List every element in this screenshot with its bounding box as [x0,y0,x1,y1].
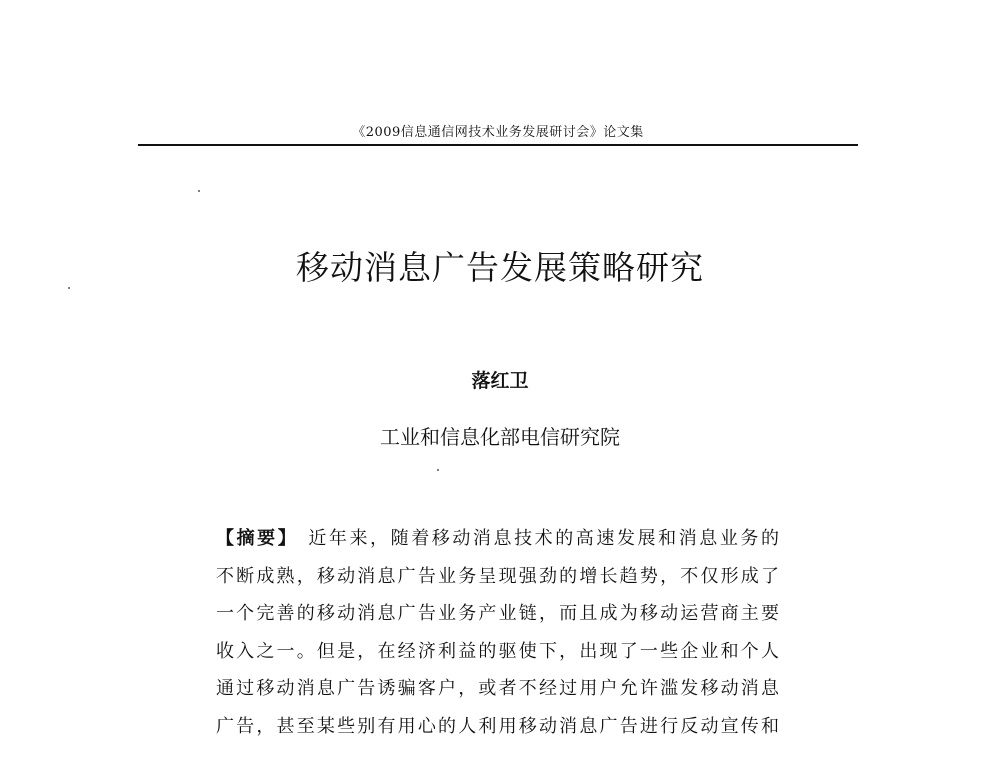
abstract-block [216,520,779,745]
header-rule [138,144,858,146]
abstract-line: 通过移动消息广告诱骗客户，或者不经过用户允许滥发移动消息 [216,678,779,699]
abstract-line: 收入之一。但是，在经济利益的驱使下，出现了一些企业和个人 [216,640,779,662]
abstract-label: 【摘要】 [216,528,299,549]
abstract-line: 不断成熟，移动消息广告业务呈现强劲的增长趋势，不仅形成了 [216,565,779,587]
author-name: 落红卫 [471,370,529,392]
paper-title: 移动消息广告发展策略研究 [296,248,704,287]
affiliation: 工业和信息化部电信研究院 [380,425,620,449]
abstract-line: 广告，甚至某些别有用心的人利用移动消息广告进行反动宣传和 [216,715,779,737]
running-header: 《2009信息通信网技术业务发展研讨会》论文集 [352,125,644,140]
abstract-line-text: 近年来，随着移动消息技术的高速发展和消息业务的 [308,528,780,549]
scan-speck [437,469,439,471]
scan-speck [198,190,200,192]
abstract-line [216,520,779,558]
abstract-line: 一个完善的移动消息广告业务产业链，而且成为移动运营商主要 [216,603,779,624]
